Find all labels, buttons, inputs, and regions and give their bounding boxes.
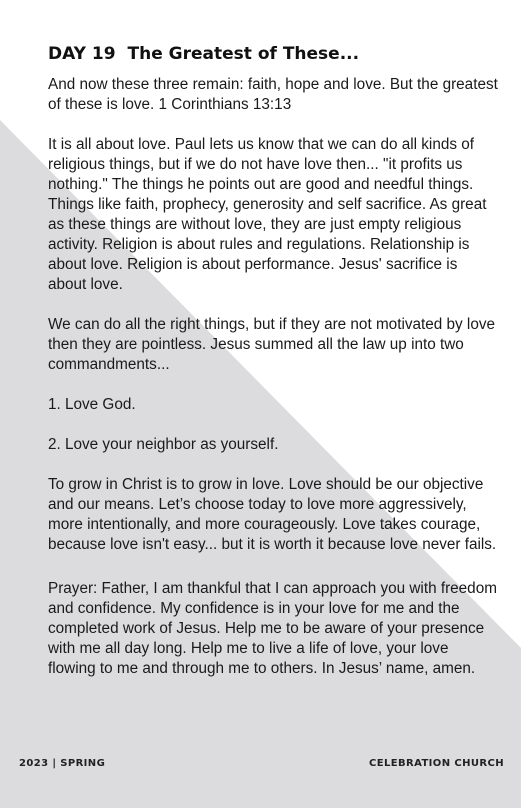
footer-church-name: CELEBRATION CHURCH — [369, 758, 504, 769]
day-label: DAY 19 — [48, 44, 116, 64]
commandment-item-2: 2. Love your neighbor as yourself. — [48, 436, 279, 453]
prayer-paragraph: Prayer: Father, I am thankful that I can approach you with freedom and confidence. My confidence is in your love for me and the completed work of Jesus. Help me to be aware of your presence with me all day long. Help me to live a life of love, your love flowing to me and through me to others. In Jesus’ name, amen. — [48, 580, 497, 677]
paragraph-intro: It is all about love. Paul lets us know that we can do all kinds of religious things, but if we do not have love then... "it profits us nothing." The things he points out are good and needful things. Things like faith, prophecy, generosity and self sacrifice. As great as these things are without love, they are just empty religious activity. Religion is about rules and regulations. Relationship is about love. Religion is about performance. Jesus' sacrifice is about love. — [48, 136, 487, 293]
devotional-content — [48, 44, 498, 679]
paragraph-commandments-intro: We can do all the right things, but if they are not motivated by love then they are pointless. Jesus summed all the law up into two commandments... — [48, 316, 495, 373]
commandment-item-1: 1. Love God. — [48, 396, 136, 413]
paragraph-grow-in-love: To grow in Christ is to grow in love. Love should be our objective and our means. Let’s choose today to love more aggressively, more intentionally, and more courageously. Love takes courage, because love isn't easy... but it is worth it because love never fails. — [48, 476, 497, 553]
scripture-verse: And now these three remain: faith, hope and love. But the greatest of these is love. 1 Corinthians 13:13 — [48, 76, 498, 113]
title-text: The Greatest of These... — [127, 44, 360, 64]
page-title — [48, 44, 498, 64]
footer-season: 2023 | SPRING — [19, 758, 106, 769]
